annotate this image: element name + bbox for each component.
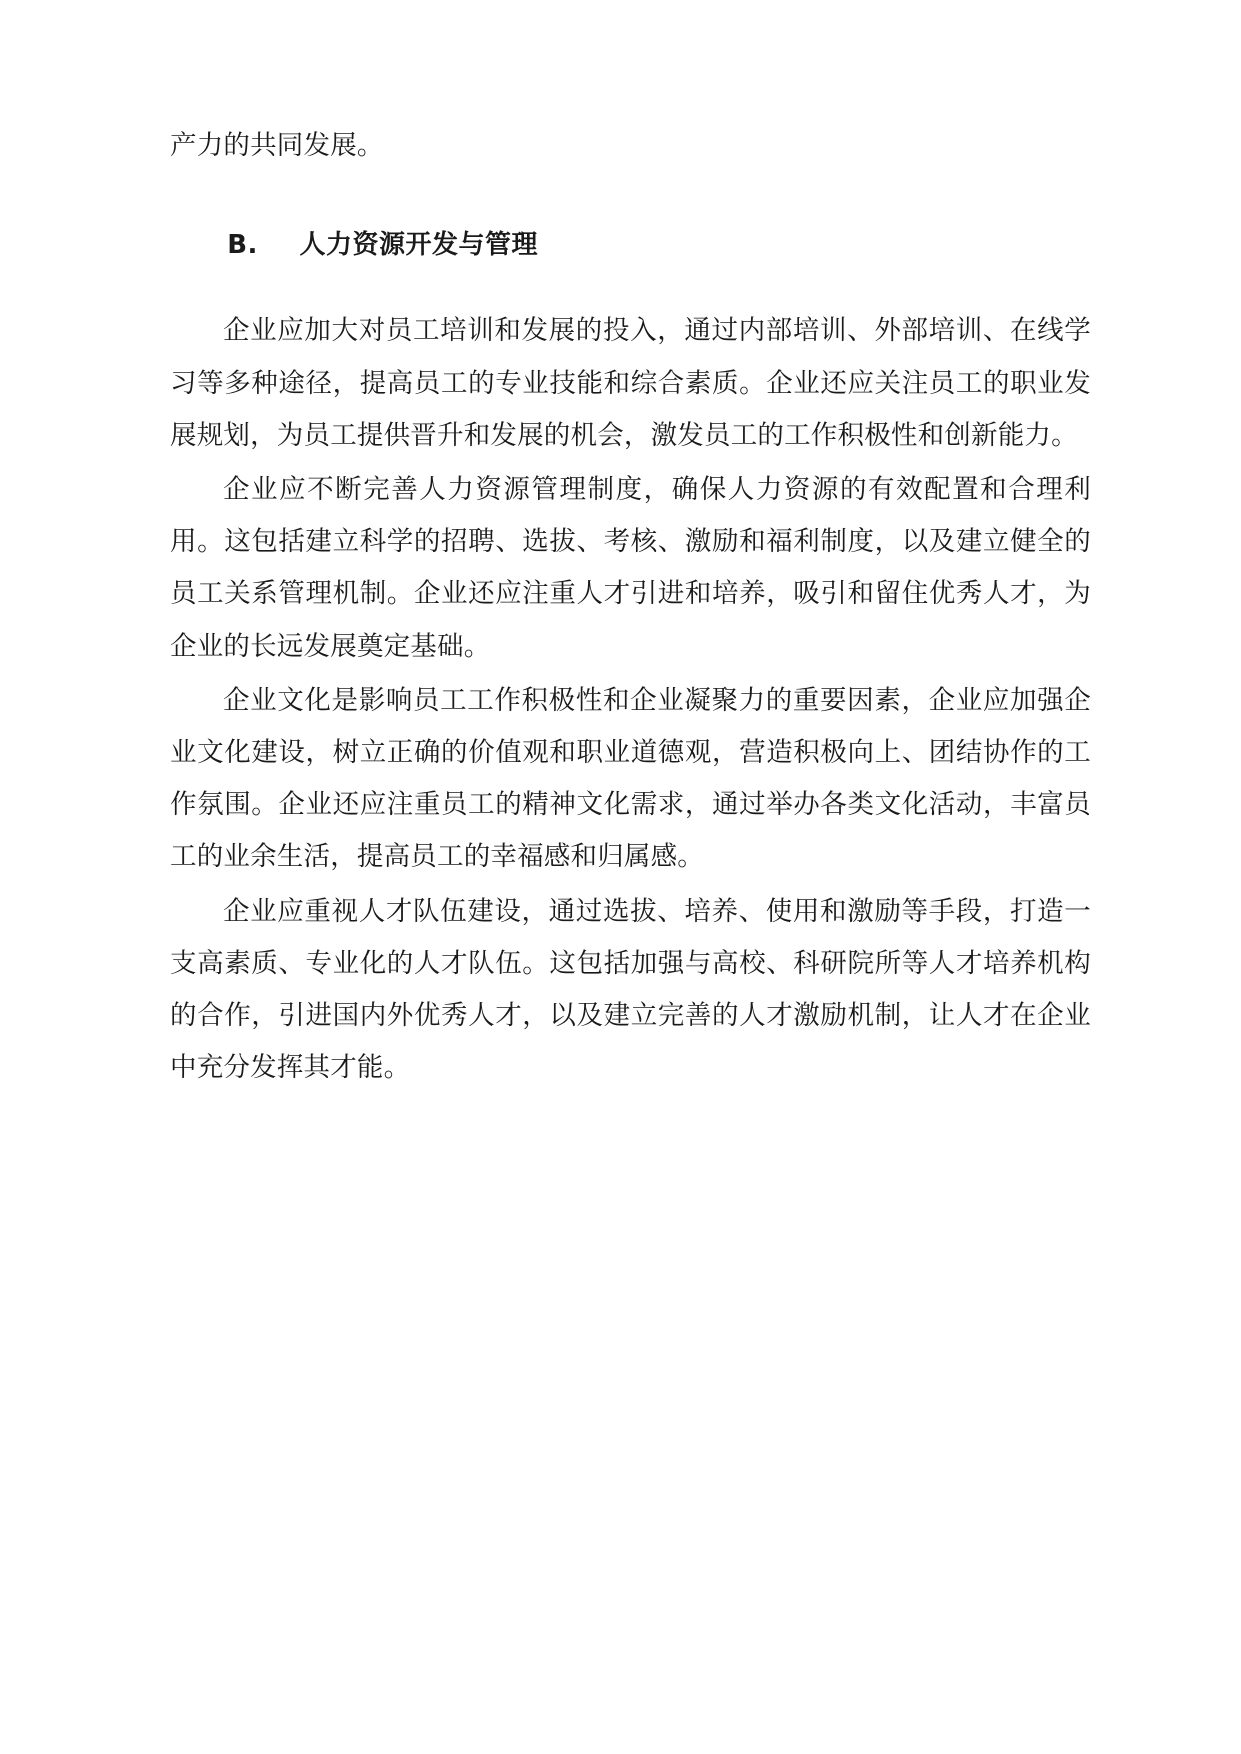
document-body bbox=[170, 120, 1091, 1094]
paragraph-2: 企业应不断完善人力资源管理制度，确保人力资源的有效配置和合理利用。这包括建立科学的招聘、选拔、考核、激励和福利制度，以及建立健全的员工关系管理机制。企业还应注重人才引进和培养，吸引和留住优秀人才，为企业的长远发展奠定基础。 bbox=[170, 474, 1091, 662]
paragraph-1: 企业应加大对员工培训和发展的投入，通过内部培训、外部培训、在线学习等多种途径，提高员工的专业技能和综合素质。企业还应关注员工的职业发展规划，为员工提供晋升和发展的机会，激发员工的工作积极性和创新能力。 bbox=[170, 315, 1091, 451]
section-label: B. bbox=[227, 230, 258, 261]
continued-paragraph: 产力的共同发展。 bbox=[170, 130, 384, 161]
paragraph-4: 企业应重视人才队伍建设，通过选拔、培养、使用和激励等手段，打造一支高素质、专业化的人才队伍。这包括加强与高校、科研院所等人才培养机构的合作，引进国内外优秀人才，以及建立完善的人才激励机制，让人才在企业中充分发挥其才能。 bbox=[170, 895, 1091, 1084]
section-heading bbox=[170, 220, 1091, 271]
section-title: 人力资源开发与管理 bbox=[299, 230, 538, 261]
paragraph-3: 企业文化是影响员工工作积极性和企业凝聚力的重要因素，企业应加强企业文化建设，树立正确的价值观和职业道德观，营造积极向上、团结协作的工作氛围。企业还应注重员工的精神文化需求，通过举办各类文化活动，丰富员工的业余生活，提高员工的幸福感和归属感。 bbox=[170, 684, 1091, 873]
